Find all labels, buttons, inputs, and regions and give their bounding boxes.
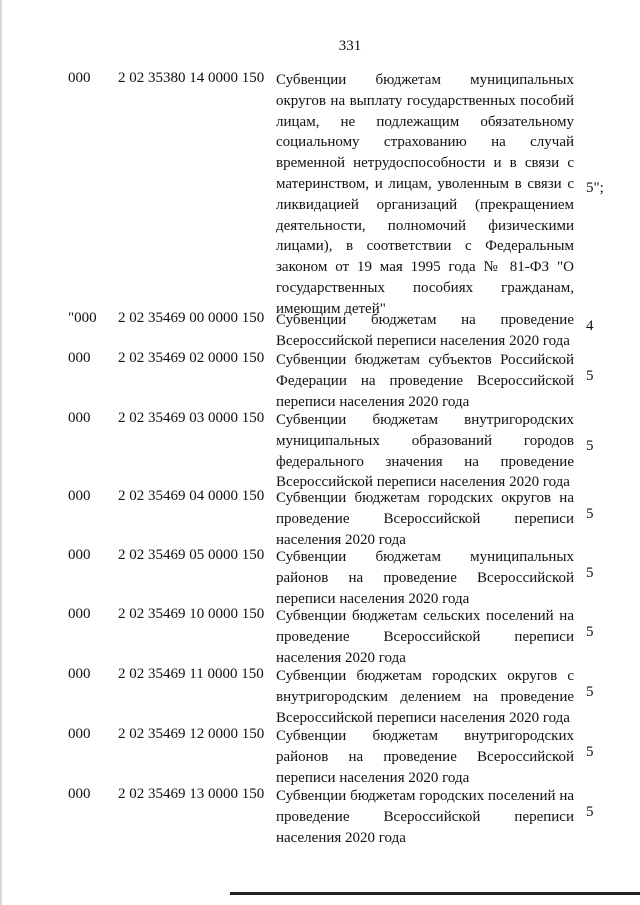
row-description: Субвенции бюджетам городских округов на проведение Всероссийской переписи населения 2020 года [276, 490, 574, 548]
row-value: 5 [586, 506, 594, 522]
row-description: Субвенции бюджетам городских округов с внутригородским делением на проведение Всероссийской переписи населения 2020 года [276, 668, 574, 726]
row-value: 5 [586, 744, 594, 760]
row-value: 5 [586, 368, 594, 384]
budget-classification-code: 2 02 35469 00 0000 150 [118, 310, 265, 326]
budget-classification-code: 2 02 35469 03 0000 150 [118, 410, 265, 426]
page-edge-line [0, 0, 2, 905]
admin-code: 000 [68, 606, 91, 622]
admin-code: 000 [68, 786, 91, 802]
row-value: 5 [586, 684, 594, 700]
admin-code: "000 [68, 310, 97, 326]
admin-code: 000 [68, 547, 91, 563]
page-number: 331 [338, 38, 362, 54]
row-value: 5 [586, 438, 594, 454]
admin-code: 000 [68, 488, 91, 504]
budget-classification-code: 2 02 35380 14 0000 150 [118, 70, 265, 86]
budget-classification-code: 2 02 35469 05 0000 150 [118, 547, 265, 563]
row-description: Субвенции бюджетам городских поселений на проведение Всероссийской переписи населения 2020 года [276, 788, 575, 846]
admin-code: 000 [68, 666, 91, 682]
row-description: Субвенции бюджетам муниципальных районов на проведение Всероссийской переписи населения 2020 года [276, 549, 574, 607]
row-description: Субвенции бюджетам внутригородских районов на проведение Всероссийской переписи населения 2020 года [276, 728, 574, 786]
admin-code: 000 [68, 70, 91, 86]
row-description: Субвенции бюджетам субъектов Российской Федерации на проведение Всероссийской переписи населения 2020 года [276, 352, 574, 410]
row-value: 5 [586, 624, 594, 640]
row-value: 5"; [586, 180, 604, 196]
admin-code: 000 [68, 726, 91, 742]
row-description: Субвенции бюджетам на проведение Всероссийской переписи населения 2020 года [276, 312, 574, 349]
admin-code: 000 [68, 350, 91, 366]
budget-classification-code: 2 02 35469 02 0000 150 [118, 350, 265, 366]
page-bottom-edge [230, 892, 640, 895]
budget-classification-code: 2 02 35469 04 0000 150 [118, 488, 265, 504]
budget-classification-code: 2 02 35469 12 0000 150 [118, 726, 265, 742]
budget-classification-code: 2 02 35469 11 0000 150 [118, 666, 264, 682]
budget-classification-code: 2 02 35469 13 0000 150 [118, 786, 265, 802]
admin-code: 000 [68, 410, 91, 426]
row-description: Субвенции бюджетам муниципальных округов на выплату государственных пособий лицам, не подлежащим обязательному социальному страхованию на случай временной нетрудоспособности и в связи с материнством, и лицам, уволенным в связи с ликвидацией организаций (прекращением деятельности, полномочий физическими лицами), в соответствии с Федеральным законом от 19 мая 1995 года № 81-ФЗ "О государственных пособиях гражданам, имеющим детей" [276, 72, 574, 317]
row-description: Субвенции бюджетам сельских поселений на проведение Всероссийской переписи населения 2020 года [276, 608, 574, 666]
row-value: 5 [586, 804, 594, 820]
row-description: Субвенции бюджетам внутригородских муниципальных образований городов федерального значения на проведение Всероссийской переписи населения 2020 года [276, 412, 574, 491]
row-value: 5 [586, 565, 594, 581]
row-value: 4 [586, 318, 594, 334]
budget-classification-code: 2 02 35469 10 0000 150 [118, 606, 265, 622]
